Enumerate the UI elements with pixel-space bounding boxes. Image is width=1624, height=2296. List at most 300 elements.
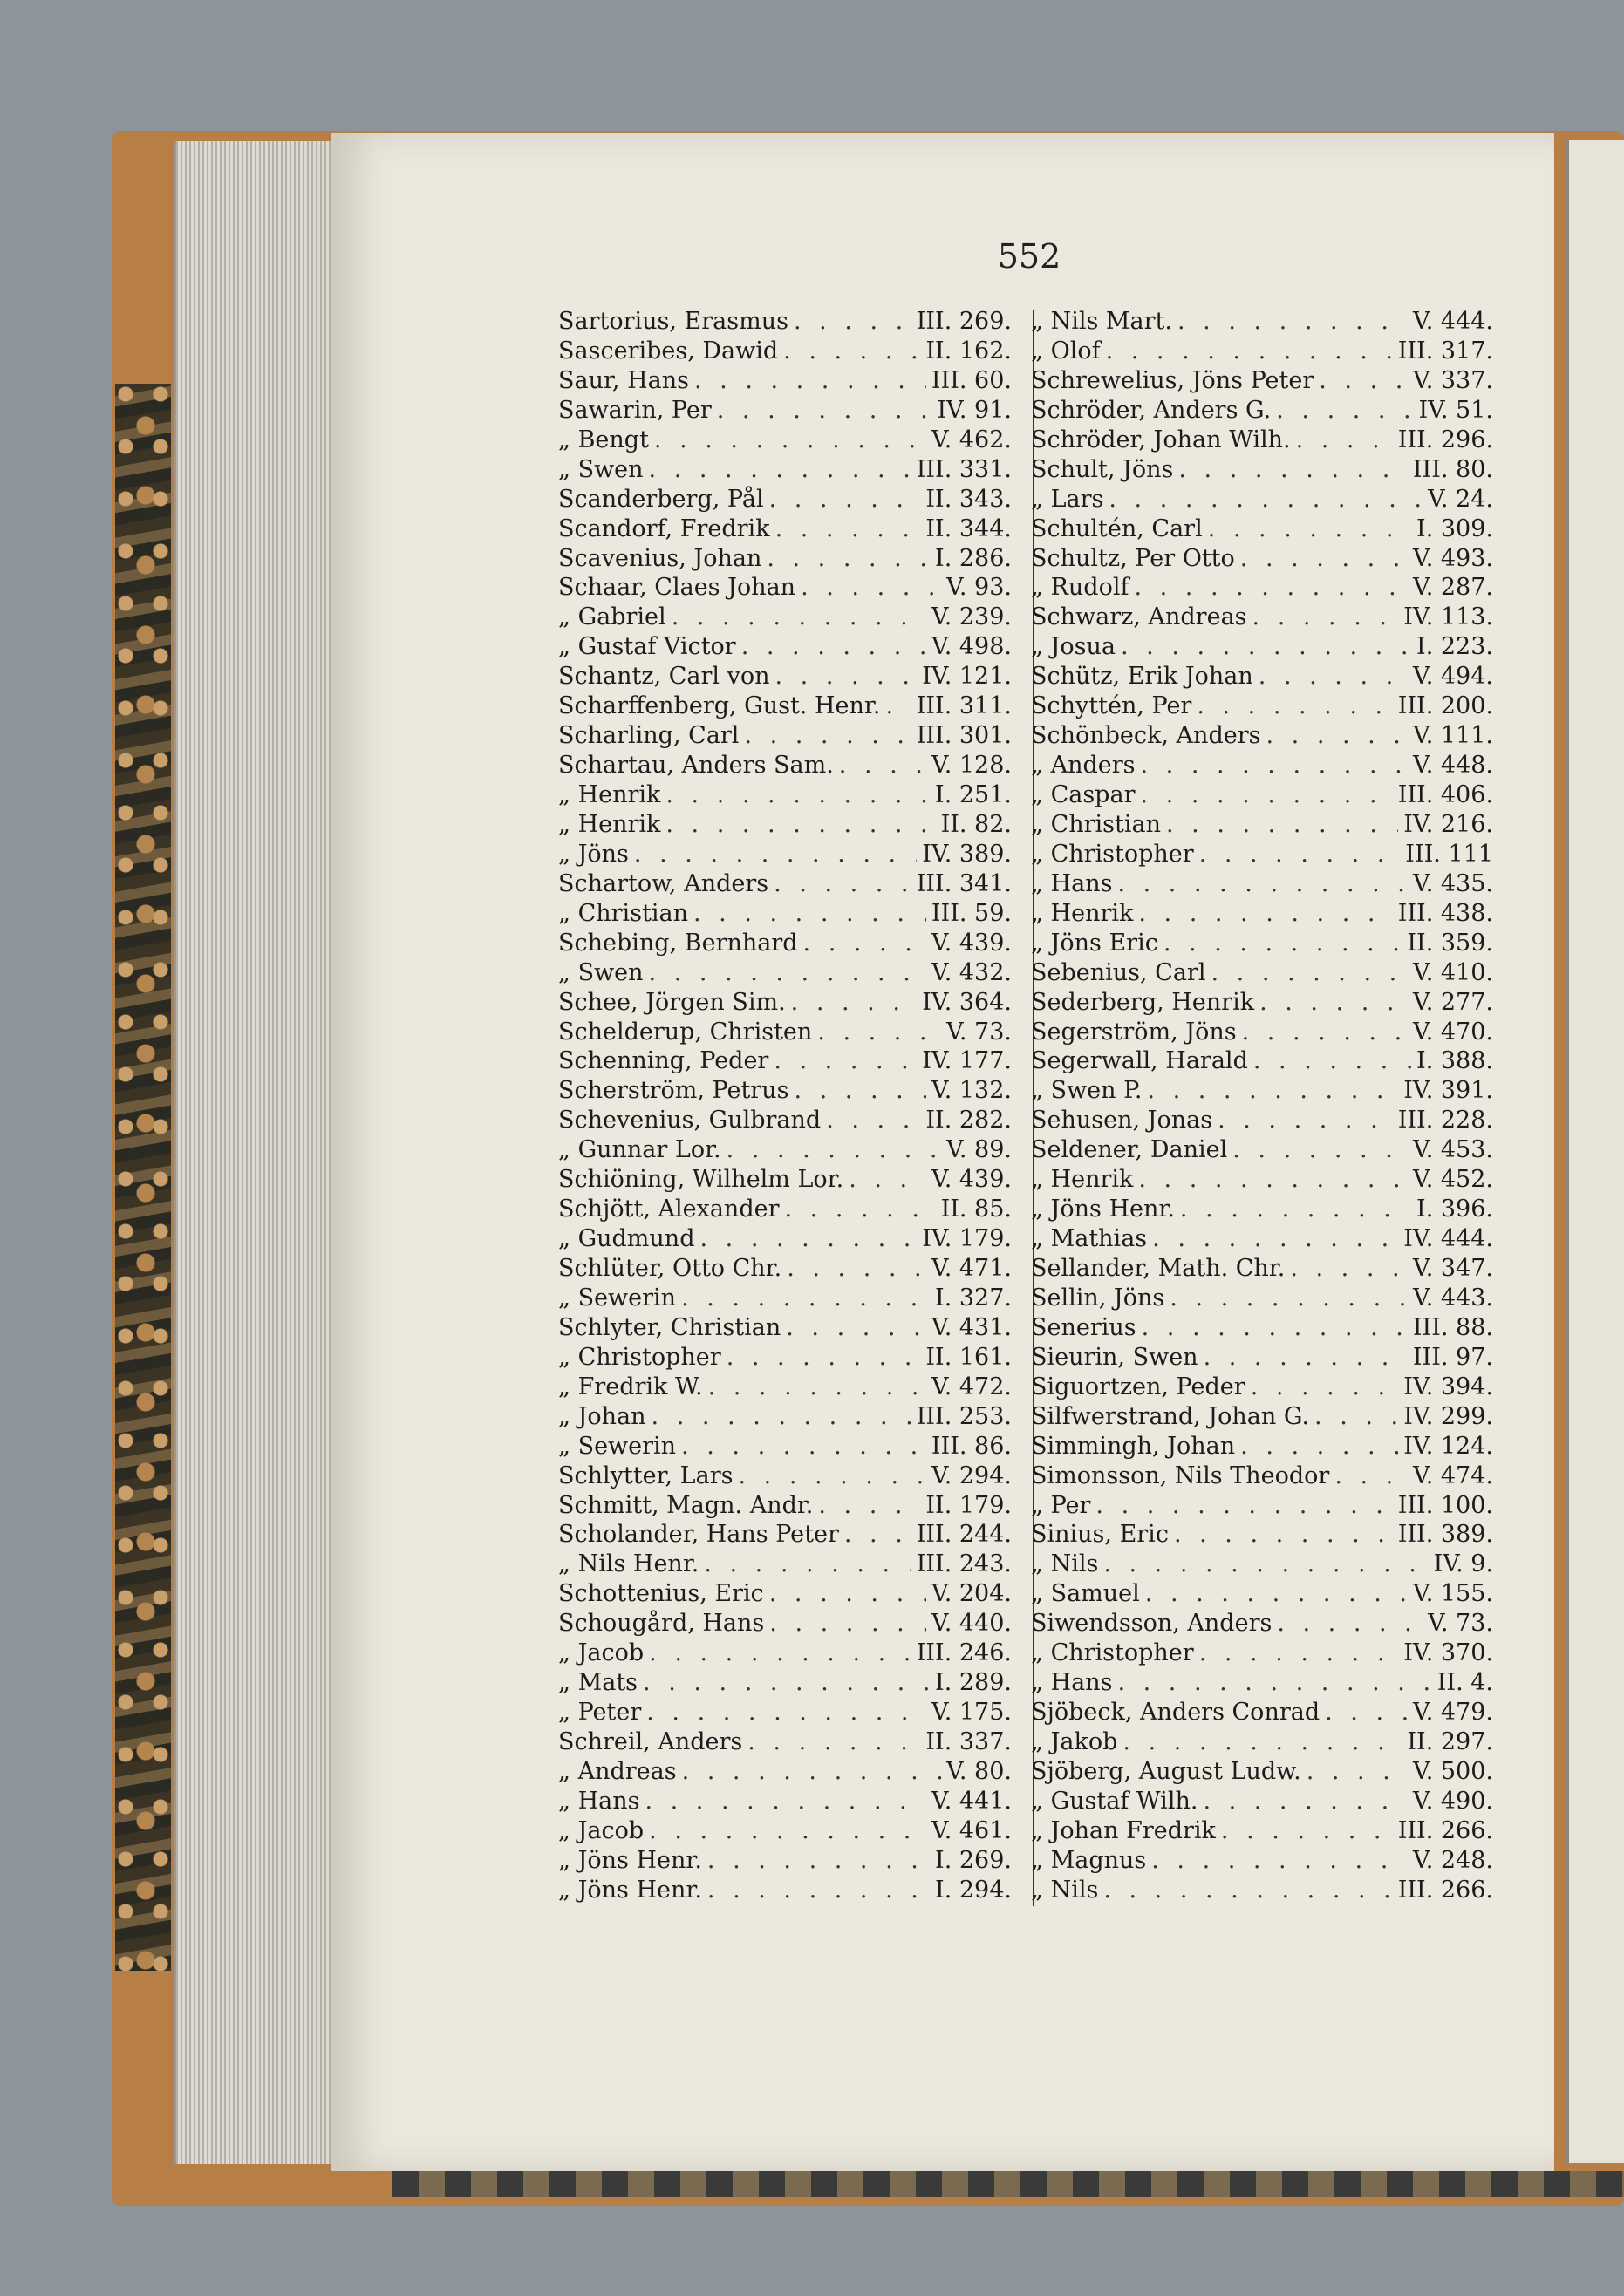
entry-reference: II. 82. [940, 810, 1012, 838]
index-entry [1031, 1698, 1493, 1727]
leader-dots [652, 1402, 911, 1432]
leader-dots [649, 1639, 911, 1668]
entry-reference: III. 100. [1397, 1491, 1493, 1519]
leader-dots [1178, 455, 1408, 485]
entry-name: „ Gudmund [558, 1225, 695, 1253]
entry-reference: II. 161. [925, 1343, 1012, 1371]
leader-dots [1122, 1727, 1402, 1757]
entry-name: „ Swen [558, 958, 644, 986]
leader-dots [1140, 751, 1407, 780]
index-entry [558, 1520, 1012, 1550]
leader-dots [885, 692, 911, 721]
index-entry [1031, 1046, 1493, 1076]
leader-dots [681, 1432, 926, 1461]
leader-dots [1197, 692, 1392, 721]
entry-reference: V. 155. [1412, 1580, 1493, 1608]
cover-bottom-edge [392, 2171, 1624, 2197]
index-entry [1031, 1787, 1493, 1816]
entry-name: „ Jöns Henr. [558, 1846, 702, 1874]
entry-name: „ Per [1031, 1491, 1091, 1519]
leader-dots [682, 1757, 942, 1787]
entry-reference: V. 461. [931, 1816, 1012, 1844]
entry-name: Schrewelius, Jöns Peter [1031, 366, 1314, 394]
index-entry [1031, 1373, 1493, 1402]
index-entry [1031, 366, 1493, 396]
entry-name: Sebenius, Carl [1031, 958, 1206, 986]
index-entry [558, 1076, 1012, 1106]
entry-name: Segerström, Jöns [1031, 1018, 1237, 1046]
entry-name: Senerius [1031, 1313, 1136, 1341]
entry-reference: V. 439. [931, 929, 1012, 957]
index-entry [558, 1461, 1012, 1491]
entry-name: „ Josua [1031, 633, 1116, 661]
entry-reference: IV. 389. [922, 840, 1012, 868]
leader-dots [1314, 1402, 1398, 1432]
entry-reference: IV. 121. [922, 663, 1012, 691]
entry-name: „ Henrik [558, 810, 661, 838]
leader-dots [769, 485, 921, 514]
entry-reference: IV. 444. [1403, 1225, 1493, 1253]
entry-name: Simmingh, Johan [1031, 1432, 1236, 1460]
index-entry [558, 1284, 1012, 1313]
index-entry [1031, 307, 1493, 337]
entry-name: Schantz, Carl von [558, 663, 770, 691]
leader-dots [1277, 1609, 1423, 1639]
entry-name: Sellin, Jöns [1031, 1284, 1165, 1312]
entry-name: Sawarin, Per [558, 396, 712, 424]
entry-name: Simonsson, Nils Theodor [1031, 1461, 1330, 1489]
index-entry [558, 1787, 1012, 1816]
entry-name: „ Jöns Eric [1031, 929, 1158, 957]
entry-name: „ Jöns Henr. [558, 1876, 702, 1904]
entry-reference: V. 80. [946, 1757, 1012, 1785]
index-entry [558, 366, 1012, 396]
entry-name: Seldener, Daniel [1031, 1136, 1228, 1164]
entry-reference: IV. 394. [1403, 1373, 1493, 1400]
index-entry [1031, 485, 1493, 514]
index-entry [558, 988, 1012, 1018]
index-entry [558, 632, 1012, 662]
entry-reference: III. 59. [931, 899, 1012, 927]
entry-reference: II. 179. [925, 1491, 1012, 1519]
index-entry [558, 1876, 1012, 1905]
entry-name: Sasceribes, Dawid [558, 337, 779, 364]
index-entry [1031, 1579, 1493, 1609]
entry-name: „ Christopher [1031, 840, 1194, 868]
leader-dots [1142, 1313, 1408, 1343]
leader-dots [783, 337, 920, 366]
entry-reference: V. 337. [1412, 366, 1493, 394]
leader-dots [1134, 573, 1407, 603]
entry-reference: IV. 391. [1403, 1077, 1493, 1105]
entry-reference: III. 246. [916, 1639, 1012, 1667]
entry-reference: V. 73. [946, 1018, 1012, 1046]
index-entry [1031, 1876, 1493, 1905]
index-entry [558, 780, 1012, 810]
entry-name: „ Hans [558, 1787, 640, 1815]
leader-dots [1276, 396, 1413, 426]
index-entry [1031, 1135, 1493, 1165]
leader-dots [747, 1727, 920, 1757]
entry-name: Schröder, Anders G. [1031, 396, 1272, 424]
leader-dots [1232, 1135, 1408, 1165]
leader-dots [1252, 603, 1399, 632]
entry-name: „ Henrik [1031, 899, 1134, 927]
index-entry [558, 337, 1012, 366]
entry-reference: II. 337. [925, 1728, 1012, 1755]
leader-dots [672, 603, 926, 632]
entry-reference: II. 282. [925, 1107, 1012, 1134]
leader-dots [817, 1018, 941, 1047]
index-entry [558, 1609, 1012, 1639]
entry-name: „ Jöns [558, 840, 629, 868]
index-entry [558, 662, 1012, 692]
leader-dots [844, 1520, 911, 1550]
index-entry [1031, 1816, 1493, 1846]
entry-reference: IV. 51. [1418, 396, 1493, 424]
leader-dots [744, 721, 911, 751]
entry-name: Sjöberg, August Ludw. [1031, 1757, 1301, 1785]
leader-dots [1109, 485, 1423, 514]
entry-name: „ Christian [1031, 810, 1161, 838]
leader-dots [769, 1579, 926, 1609]
leader-dots [665, 780, 930, 810]
leader-dots [693, 899, 926, 929]
index-entry [558, 810, 1012, 840]
leader-dots [1147, 1076, 1398, 1106]
leader-dots [1174, 1520, 1393, 1550]
entry-name: Silfwerstrand, Johan G. [1031, 1402, 1310, 1430]
index-entry [1031, 1727, 1493, 1757]
index-entry [558, 1727, 1012, 1757]
leader-dots [775, 514, 921, 544]
entry-name: Saur, Hans [558, 366, 689, 394]
entry-reference: II. 162. [925, 337, 1012, 364]
leader-dots [1251, 1373, 1399, 1402]
entry-reference: III. 406. [1397, 781, 1493, 808]
index-entry [1031, 810, 1493, 840]
entry-name: Schiöning, Wilhelm Lor. [558, 1166, 844, 1194]
index-entry [558, 1018, 1012, 1047]
index-entry [558, 1254, 1012, 1284]
leader-dots [791, 988, 918, 1018]
leader-dots [1204, 1343, 1408, 1373]
entry-name: „ Jakob [1031, 1728, 1118, 1755]
leader-dots [1253, 1046, 1411, 1076]
entry-reference: V. 500. [1412, 1757, 1493, 1785]
entry-name: „ Christopher [1031, 1639, 1194, 1667]
index-entry [558, 958, 1012, 988]
entry-reference: V. 435. [1412, 869, 1493, 897]
entry-name: „ Henrik [1031, 1166, 1134, 1194]
leader-dots [1103, 1550, 1428, 1579]
entry-name: „ Mats [558, 1669, 638, 1697]
entry-name: Scharffenberg, Gust. Henr. [558, 692, 881, 720]
entry-name: Sehusen, Jonas [1031, 1107, 1213, 1134]
leader-dots [775, 662, 918, 692]
entry-name: „ Gabriel [558, 603, 666, 631]
index-entry [558, 1816, 1012, 1846]
index-entry [558, 1491, 1012, 1521]
leader-dots [1211, 958, 1407, 988]
entry-name: Schlüter, Otto Chr. [558, 1255, 782, 1282]
leader-dots [774, 869, 911, 899]
entry-reference: V. 452. [1412, 1166, 1493, 1194]
leader-dots [681, 1284, 930, 1313]
entry-reference: V. 73. [1428, 1610, 1493, 1638]
entry-name: „ Swen P. [1031, 1077, 1143, 1105]
index-entry [1031, 1520, 1493, 1550]
leader-dots [1325, 1698, 1408, 1727]
leader-dots [1199, 1639, 1399, 1668]
index-entry [1031, 692, 1493, 721]
index-entry [1031, 514, 1493, 544]
index-entry [558, 840, 1012, 869]
leader-dots [1242, 1018, 1408, 1047]
index-entry [1031, 603, 1493, 632]
entry-name: Scandorf, Fredrik [558, 514, 770, 542]
index-entry [1031, 426, 1493, 455]
leader-dots [1259, 988, 1408, 1018]
index-entry [1031, 958, 1493, 988]
index-entry [558, 692, 1012, 721]
entry-name: Schlyter, Christian [558, 1313, 781, 1341]
index-entry [1031, 1491, 1493, 1521]
leader-dots [1334, 1461, 1408, 1491]
page-number: 552 [997, 237, 1061, 276]
leader-dots [1117, 869, 1407, 899]
entry-reference: IV. 216. [1403, 810, 1493, 838]
index-entry [1031, 455, 1493, 485]
leader-dots [1106, 337, 1393, 366]
entry-reference: V. 453. [1412, 1136, 1493, 1164]
leader-dots [1240, 1432, 1398, 1461]
entry-reference: III. 269. [916, 308, 1012, 335]
index-entry [558, 899, 1012, 929]
entry-reference: V. 490. [1412, 1787, 1493, 1815]
leader-dots [708, 1373, 926, 1402]
index-entry [1031, 1018, 1493, 1047]
leader-dots [1221, 1816, 1393, 1846]
entry-name: Siwendsson, Anders [1031, 1610, 1273, 1638]
leader-dots [741, 632, 926, 662]
index-entry [1031, 1343, 1493, 1373]
entry-reference: V. 440. [931, 1610, 1012, 1638]
entry-reference: V. 239. [931, 603, 1012, 631]
index-entry [1031, 632, 1493, 662]
entry-reference: I. 294. [935, 1876, 1012, 1904]
entry-reference: IV. 370. [1403, 1639, 1493, 1667]
index-entry [558, 396, 1012, 426]
entry-reference: I. 269. [935, 1846, 1012, 1874]
leader-dots [1152, 1224, 1398, 1254]
entry-name: „ Swen [558, 455, 644, 483]
index-entry [1031, 721, 1493, 751]
entry-reference: V. 444. [1412, 308, 1493, 335]
leader-dots [787, 1254, 926, 1284]
leader-dots [1307, 1757, 1408, 1787]
entry-name: Schult, Jöns [1031, 455, 1174, 483]
index-entry [558, 1698, 1012, 1727]
entry-name: „ Gunnar Lor. [558, 1136, 721, 1164]
entry-reference: V. 410. [1412, 958, 1493, 986]
leader-dots [649, 958, 926, 988]
entry-reference: I. 251. [935, 781, 1012, 808]
entry-reference: II. 85. [940, 1196, 1012, 1223]
entry-name: „ Christian [558, 899, 688, 927]
entry-reference: III. 296. [1397, 426, 1493, 453]
entry-name: Scholander, Hans Peter [558, 1521, 839, 1549]
index-entry [558, 751, 1012, 780]
index-entry [1031, 1432, 1493, 1461]
index-entry [558, 1402, 1012, 1432]
entry-name: Schjött, Alexander [558, 1196, 780, 1223]
index-entry [1031, 929, 1493, 958]
leader-dots [645, 1787, 925, 1816]
entry-reference: V. 470. [1412, 1018, 1493, 1046]
leader-dots [1218, 1106, 1393, 1135]
leader-dots [1140, 780, 1392, 810]
entry-name: „ Olof [1031, 337, 1101, 364]
entry-reference: V. 493. [1412, 544, 1493, 572]
entry-reference: V. 441. [931, 1787, 1012, 1815]
entry-reference: IV. 177. [922, 1047, 1012, 1075]
index-entry [558, 544, 1012, 574]
index-entry [558, 1224, 1012, 1254]
entry-reference: IV. 179. [922, 1225, 1012, 1253]
entry-name: Schelderup, Christen [558, 1018, 813, 1046]
leader-dots [649, 1816, 926, 1846]
entry-name: „ Gustaf Wilh. [1031, 1787, 1198, 1815]
entry-name: „ Lars [1031, 485, 1104, 513]
entry-reference: III. 243. [916, 1550, 1012, 1578]
entry-reference: III. 341. [916, 869, 1012, 897]
index-entry [558, 1165, 1012, 1195]
entry-name: Schartow, Anders [558, 869, 769, 897]
entry-reference: V. 24. [1428, 485, 1493, 513]
entry-reference: V. 248. [1412, 1846, 1493, 1874]
index-entry [558, 721, 1012, 751]
entry-name: Sieurin, Swen [1031, 1343, 1198, 1371]
index-entry [558, 1135, 1012, 1165]
entry-name: „ Rudolf [1031, 574, 1129, 602]
leader-dots [826, 1106, 920, 1135]
entry-name: „ Nils Henr. [558, 1550, 699, 1578]
entry-reference: I. 327. [935, 1284, 1012, 1312]
entry-name: Schartau, Anders Sam. [558, 752, 834, 780]
entry-name: „ Jacob [558, 1816, 645, 1844]
entry-reference: III. 266. [1397, 1876, 1493, 1904]
index-entry [558, 1343, 1012, 1373]
leader-dots [767, 544, 930, 574]
entry-reference: III. 80. [1412, 455, 1493, 483]
index-entry [1031, 573, 1493, 603]
index-entry [1031, 544, 1493, 574]
entry-reference: V. 439. [931, 1166, 1012, 1194]
marbled-cover-edge [115, 384, 171, 1971]
entry-reference: II. 359. [1407, 929, 1493, 957]
entry-reference: III. 111 [1405, 840, 1493, 868]
entry-name: Schwarz, Andreas [1031, 603, 1247, 631]
entry-name: Sederberg, Henrik [1031, 988, 1255, 1016]
entry-name: Schevenius, Gulbrand [558, 1107, 822, 1134]
entry-reference: II. 344. [925, 514, 1012, 542]
entry-reference: III. 266. [1397, 1816, 1493, 1844]
index-entry [558, 455, 1012, 485]
leader-dots [794, 1076, 925, 1106]
index-entry [558, 1373, 1012, 1402]
entry-reference: III. 88. [1412, 1313, 1493, 1341]
entry-reference: IV. 9. [1433, 1550, 1493, 1578]
leader-dots [1095, 1491, 1392, 1521]
index-column-right [1031, 307, 1493, 1905]
leader-dots [1180, 1195, 1411, 1224]
leader-dots [1177, 307, 1408, 337]
leader-dots [839, 751, 926, 780]
index-entry [1031, 1165, 1493, 1195]
entry-reference: I. 388. [1416, 1047, 1493, 1075]
entry-reference: IV. 364. [922, 988, 1012, 1016]
entry-reference: V. 294. [931, 1461, 1012, 1489]
entry-name: Schütz, Erik Johan [1031, 663, 1253, 691]
entry-name: Scharling, Carl [558, 722, 740, 750]
index-entry [558, 1668, 1012, 1698]
index-entry [1031, 840, 1493, 869]
entry-name: Segerwall, Harald [1031, 1047, 1248, 1075]
entry-name: „ Magnus [1031, 1846, 1147, 1874]
index-entry [1031, 899, 1493, 929]
index-entry [1031, 1550, 1493, 1579]
index-entry [1031, 1757, 1493, 1787]
leader-dots [717, 396, 932, 426]
entry-name: Schröder, Johan Wilh. [1031, 426, 1291, 453]
entry-reference: V. 472. [931, 1373, 1012, 1400]
entry-reference: V. 277. [1412, 988, 1493, 1016]
leader-dots [1170, 1284, 1408, 1313]
entry-name: „ Johan Fredrik [1031, 1816, 1216, 1844]
entry-reference: V. 347. [1412, 1255, 1493, 1282]
entry-name: Schee, Jörgen Sim. [558, 988, 786, 1016]
entry-name: „ Sewerin [558, 1432, 677, 1460]
entry-name: „ Hans [1031, 869, 1113, 897]
entry-reference: V. 175. [931, 1699, 1012, 1727]
leader-dots [1203, 1787, 1408, 1816]
entry-name: „ Andreas [558, 1757, 677, 1785]
leader-dots [1319, 366, 1408, 396]
leader-dots [727, 1135, 942, 1165]
index-entry [1031, 1224, 1493, 1254]
entry-reference: V. 462. [931, 426, 1012, 453]
index-entry [558, 485, 1012, 514]
entry-reference: IV. 91. [937, 396, 1012, 424]
entry-name: Schaar, Claes Johan [558, 574, 796, 602]
leader-dots [1199, 840, 1401, 869]
entry-name: Scanderberg, Pål [558, 485, 764, 513]
leader-dots [774, 1046, 917, 1076]
leader-dots [646, 1698, 926, 1727]
leader-dots [786, 1313, 926, 1343]
leader-dots [649, 455, 911, 485]
leader-dots [1103, 1876, 1392, 1905]
entry-name: „ Jöns Henr. [1031, 1196, 1175, 1223]
index-entry [558, 1579, 1012, 1609]
entry-reference: III. 97. [1412, 1343, 1493, 1371]
entry-reference: III. 317. [1397, 337, 1493, 364]
entry-reference: III. 331. [916, 455, 1012, 483]
entry-reference: V. 479. [1412, 1699, 1493, 1727]
leader-dots [707, 1876, 930, 1905]
index-entry [558, 1046, 1012, 1076]
